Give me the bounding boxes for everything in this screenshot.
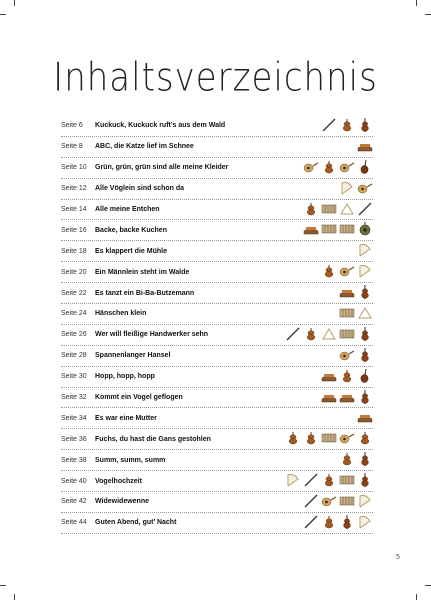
- instrument-icons: [321, 368, 373, 386]
- violin-icon: [303, 327, 319, 343]
- toc-song-title: Alle meine Entchen: [95, 206, 160, 213]
- toc-page-ref: Seite 24: [61, 310, 87, 318]
- instrument-icons: [357, 242, 373, 260]
- toc-row: [61, 158, 373, 179]
- toc-page-ref: Seite 40: [61, 477, 87, 485]
- toc-song-title: Backe, backe Kuchen: [95, 226, 167, 234]
- harp-icon: [357, 243, 373, 259]
- violin-icon: [303, 202, 319, 218]
- instrument-icons: [285, 430, 373, 448]
- harp-icon: [357, 515, 373, 531]
- toc-song-title: Kommt ein Vogel geflogen: [95, 394, 183, 402]
- toc-song-title: Spannenlanger Hansel: [95, 352, 171, 360]
- toc-song-title: Es war eine Mutter: [95, 414, 157, 422]
- flute-icon: [285, 327, 301, 343]
- crop-mark: [14, 0, 15, 6]
- toc-song-title: ABC, die Katze lief im Schnee: [95, 143, 194, 151]
- toc-row: [61, 325, 373, 346]
- toc-row: [61, 220, 373, 241]
- toc-song-title: Es klappert die Mühle: [95, 247, 167, 255]
- toc-row: [61, 492, 373, 513]
- violin-icon: [303, 431, 319, 447]
- page-title: Inhaltsverzeichnis: [53, 55, 378, 101]
- toc-page-ref: Seite 32: [61, 394, 87, 402]
- toc-page-ref: Seite 16: [61, 226, 87, 234]
- toc-row: [61, 241, 373, 262]
- accordion-icon: [339, 306, 355, 322]
- cello-icon: [357, 390, 373, 406]
- crop-mark: [416, 0, 417, 6]
- toc-page-ref: Seite 10: [61, 164, 87, 172]
- instrument-icons: [321, 263, 373, 281]
- xylophone-icon: [357, 139, 373, 155]
- instrument-icons: [321, 117, 373, 135]
- toc-row: [61, 346, 373, 367]
- instrument-icons: [303, 221, 373, 239]
- flute-icon: [321, 118, 337, 134]
- flute-icon: [303, 494, 319, 510]
- guitar-icon: [357, 181, 373, 197]
- toc-song-title: Alle Vöglein sind schon da: [95, 185, 185, 193]
- toc-song-title: Summ, summ, summ: [95, 456, 166, 464]
- instrument-icons: [339, 180, 373, 198]
- crop-mark: [425, 14, 431, 15]
- toc-song-title: Ein Männlein steht im Walde: [95, 268, 190, 276]
- instrument-icons: [357, 409, 373, 427]
- toc-page-ref: Seite 38: [61, 456, 87, 464]
- instrument-icons: [339, 451, 373, 469]
- instrument-icons: [303, 201, 373, 219]
- xylophone-icon: [357, 410, 373, 426]
- toc-song-title: Wer will fleißige Handwerker sehn: [95, 331, 209, 339]
- triangle-icon: [357, 306, 373, 322]
- toc-page-ref: Seite 28: [61, 352, 87, 360]
- toc-row: [61, 388, 373, 409]
- violin-icon: [339, 369, 355, 385]
- crop-mark: [425, 585, 431, 586]
- flute-icon: [303, 473, 319, 489]
- accordion-icon: [321, 222, 337, 238]
- toc-page-ref: Seite 22: [61, 289, 87, 297]
- crop-mark: [0, 14, 6, 15]
- toc-row: [61, 200, 373, 221]
- accordion-icon: [339, 327, 355, 343]
- toc-page-ref: Seite 20: [61, 268, 87, 276]
- harp-icon: [357, 264, 373, 280]
- guitar-icon: [339, 160, 355, 176]
- toc-row: [61, 450, 373, 471]
- toc-page-ref: Seite 44: [61, 519, 87, 527]
- xylophone-icon: [339, 285, 355, 301]
- toc-song-title: Vogelhochzeit: [95, 477, 142, 485]
- toc-row: [61, 471, 373, 492]
- triangle-icon: [339, 202, 355, 218]
- instrument-icons: [339, 347, 373, 365]
- accordion-icon: [339, 494, 355, 510]
- instrument-icons: [357, 138, 373, 156]
- violin-icon: [285, 431, 301, 447]
- xylophone-icon: [303, 222, 319, 238]
- guitar-icon: [303, 160, 319, 176]
- harp-icon: [339, 181, 355, 197]
- violin-icon: [321, 473, 337, 489]
- toc-row: [61, 367, 373, 388]
- toc-song-title: Hopp, hopp, hopp: [95, 373, 155, 381]
- toc-song-title: Guten Abend, gut’ Nacht: [95, 519, 177, 527]
- toc-row: [61, 116, 373, 137]
- toc-row: [61, 262, 373, 283]
- instrument-icons: [285, 472, 373, 490]
- instrument-icons: [303, 159, 373, 177]
- accordion-icon: [339, 473, 355, 489]
- violin-icon: [339, 452, 355, 468]
- cello-icon: [357, 348, 373, 364]
- xylophone-icon: [339, 390, 355, 406]
- accordion-icon: [339, 222, 355, 238]
- toc-page-ref: Seite 30: [61, 373, 87, 381]
- harp-icon: [357, 494, 373, 510]
- accordion-icon: [321, 202, 337, 218]
- toc-page-ref: Seite 42: [61, 498, 87, 506]
- instrument-icons: [303, 514, 373, 532]
- mandolin-icon: [357, 222, 373, 238]
- cello-icon: [339, 515, 355, 531]
- triangle-icon: [321, 327, 337, 343]
- bass-icon: [357, 369, 373, 385]
- toc-row: [61, 304, 373, 325]
- toc-page-ref: Seite 36: [61, 435, 87, 443]
- crop-mark: [0, 585, 6, 586]
- toc-row: [61, 408, 373, 429]
- toc-page-ref: Seite 8: [61, 143, 83, 151]
- cello-icon: [357, 118, 373, 134]
- page-number: 5: [396, 554, 400, 561]
- bass-icon: [357, 160, 373, 176]
- instrument-icons: [285, 326, 373, 344]
- toc-song-title: Widewidewenne: [95, 498, 150, 506]
- crop-mark: [14, 594, 15, 600]
- toc-song-title: Kuckuck, Kuckuck ruft’s aus dem Wald: [95, 122, 226, 130]
- table-of-contents: [61, 116, 373, 534]
- toc-page-ref: Seite 26: [61, 331, 87, 339]
- cello-icon: [357, 473, 373, 489]
- violin-icon: [339, 118, 355, 134]
- guitar-icon: [339, 348, 355, 364]
- instrument-icons: [339, 284, 373, 302]
- xylophone-icon: [321, 369, 337, 385]
- toc-page-ref: Seite 14: [61, 206, 87, 213]
- cello-icon: [357, 327, 373, 343]
- harp-icon: [285, 473, 301, 489]
- instrument-icons: [339, 305, 373, 323]
- toc-row: [61, 513, 373, 534]
- xylophone-icon: [321, 390, 337, 406]
- crop-mark: [416, 594, 417, 600]
- violin-icon: [321, 515, 337, 531]
- accordion-icon: [321, 431, 337, 447]
- toc-page-ref: Seite 18: [61, 247, 87, 255]
- flute-icon: [357, 202, 373, 218]
- toc-row: [61, 179, 373, 200]
- toc-row: [61, 429, 373, 450]
- instrument-icons: [321, 389, 373, 407]
- violin-icon: [357, 431, 373, 447]
- toc-row: [61, 137, 373, 158]
- toc-song-title: Fuchs, du hast die Gans gestohlen: [95, 435, 211, 443]
- toc-page-ref: Seite 34: [61, 414, 87, 422]
- flute-icon: [303, 515, 319, 531]
- cello-icon: [357, 452, 373, 468]
- cello-icon: [357, 285, 373, 301]
- guitar-icon: [339, 264, 355, 280]
- violin-icon: [321, 160, 337, 176]
- violin-icon: [321, 264, 337, 280]
- toc-row: [61, 283, 373, 304]
- toc-song-title: Grün, grün, grün sind alle meine Kleider: [95, 164, 229, 172]
- toc-page-ref: Seite 12: [61, 185, 87, 193]
- guitar-icon: [339, 431, 355, 447]
- instrument-icons: [303, 493, 373, 511]
- guitar-icon: [321, 494, 337, 510]
- toc-song-title: Hänschen klein: [95, 310, 147, 318]
- toc-page-ref: Seite 6: [61, 122, 83, 130]
- toc-song-title: Es tanzt ein Bi-Ba-Butzemann: [95, 289, 195, 297]
